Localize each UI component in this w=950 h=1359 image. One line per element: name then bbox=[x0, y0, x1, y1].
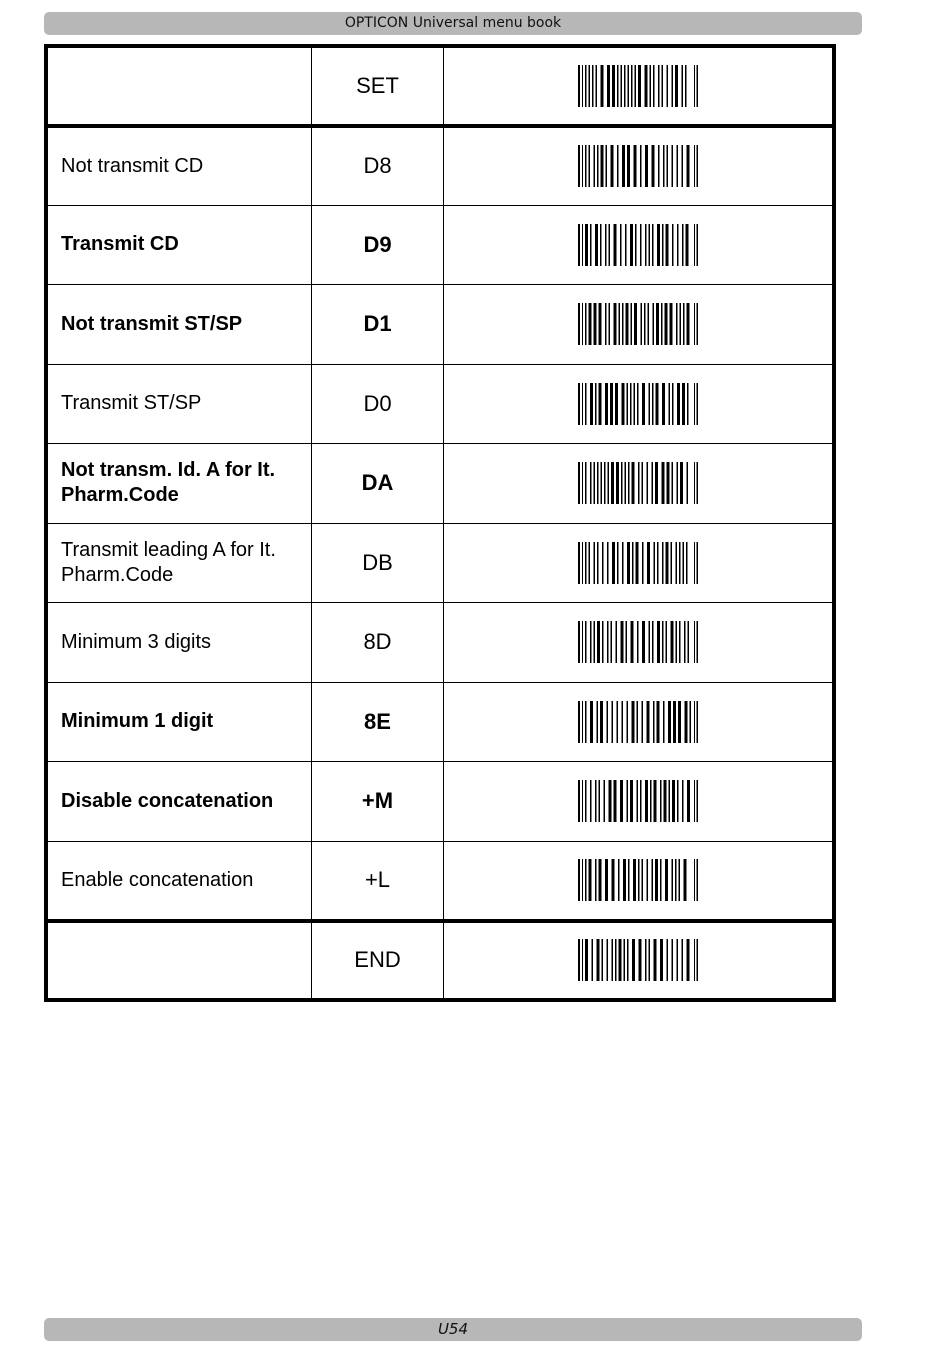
setting-description: Transmit ST/SP bbox=[46, 364, 312, 444]
table-row bbox=[46, 921, 834, 1001]
setting-description: Disable concatenation bbox=[46, 762, 312, 842]
menu-code-table-body bbox=[46, 46, 834, 1000]
barcode-icon bbox=[578, 701, 698, 743]
setting-description: Transmit CD bbox=[46, 205, 312, 285]
menu-code-table bbox=[44, 44, 836, 1002]
setting-description: Not transmit ST/SP bbox=[46, 285, 312, 365]
menu-code: DB bbox=[312, 523, 444, 603]
page-footer: U54 bbox=[44, 1318, 862, 1341]
barcode-cell bbox=[444, 364, 835, 444]
setting-description bbox=[46, 46, 312, 126]
barcode-cell bbox=[444, 205, 835, 285]
setting-description: Minimum 1 digit bbox=[46, 682, 312, 762]
table-row bbox=[46, 523, 834, 603]
table-row bbox=[46, 205, 834, 285]
menu-code: 8D bbox=[312, 603, 444, 683]
table-row bbox=[46, 46, 834, 126]
menu-code: +L bbox=[312, 841, 444, 921]
barcode-icon bbox=[578, 145, 698, 187]
setting-description: Transmit leading A for It. Pharm.Code bbox=[46, 523, 312, 603]
menu-code: 8E bbox=[312, 682, 444, 762]
barcode-cell bbox=[444, 126, 835, 206]
table-row bbox=[46, 444, 834, 524]
menu-code: DA bbox=[312, 444, 444, 524]
barcode-cell bbox=[444, 523, 835, 603]
barcode-icon bbox=[578, 224, 698, 266]
menu-code: D1 bbox=[312, 285, 444, 365]
table-row bbox=[46, 126, 834, 206]
barcode-cell bbox=[444, 444, 835, 524]
setting-description: Minimum 3 digits bbox=[46, 603, 312, 683]
barcode-cell bbox=[444, 285, 835, 365]
barcode-icon bbox=[578, 65, 698, 107]
barcode-cell bbox=[444, 762, 835, 842]
barcode-icon bbox=[578, 780, 698, 822]
menu-code: END bbox=[312, 921, 444, 1001]
setting-description: Enable concatenation bbox=[46, 841, 312, 921]
barcode-cell bbox=[444, 46, 835, 126]
table-row bbox=[46, 364, 834, 444]
barcode-cell bbox=[444, 921, 835, 1001]
barcode-icon bbox=[578, 542, 698, 584]
menu-code: D9 bbox=[312, 205, 444, 285]
table-row bbox=[46, 841, 834, 921]
barcode-cell bbox=[444, 841, 835, 921]
barcode-icon bbox=[578, 859, 698, 901]
setting-description: Not transm. Id. A for It. Pharm.Code bbox=[46, 444, 312, 524]
table-row bbox=[46, 603, 834, 683]
menu-code: D8 bbox=[312, 126, 444, 206]
page-header: OPTICON Universal menu book bbox=[44, 12, 862, 35]
setting-description: Not transmit CD bbox=[46, 126, 312, 206]
table-row bbox=[46, 762, 834, 842]
menu-code: SET bbox=[312, 46, 444, 126]
barcode-cell bbox=[444, 603, 835, 683]
setting-description bbox=[46, 921, 312, 1001]
menu-code: D0 bbox=[312, 364, 444, 444]
menu-code: +M bbox=[312, 762, 444, 842]
table-row bbox=[46, 285, 834, 365]
barcode-icon bbox=[578, 621, 698, 663]
barcode-icon bbox=[578, 303, 698, 345]
barcode-icon bbox=[578, 383, 698, 425]
barcode-icon bbox=[578, 462, 698, 504]
barcode-icon bbox=[578, 939, 698, 981]
barcode-cell bbox=[444, 682, 835, 762]
table-row bbox=[46, 682, 834, 762]
